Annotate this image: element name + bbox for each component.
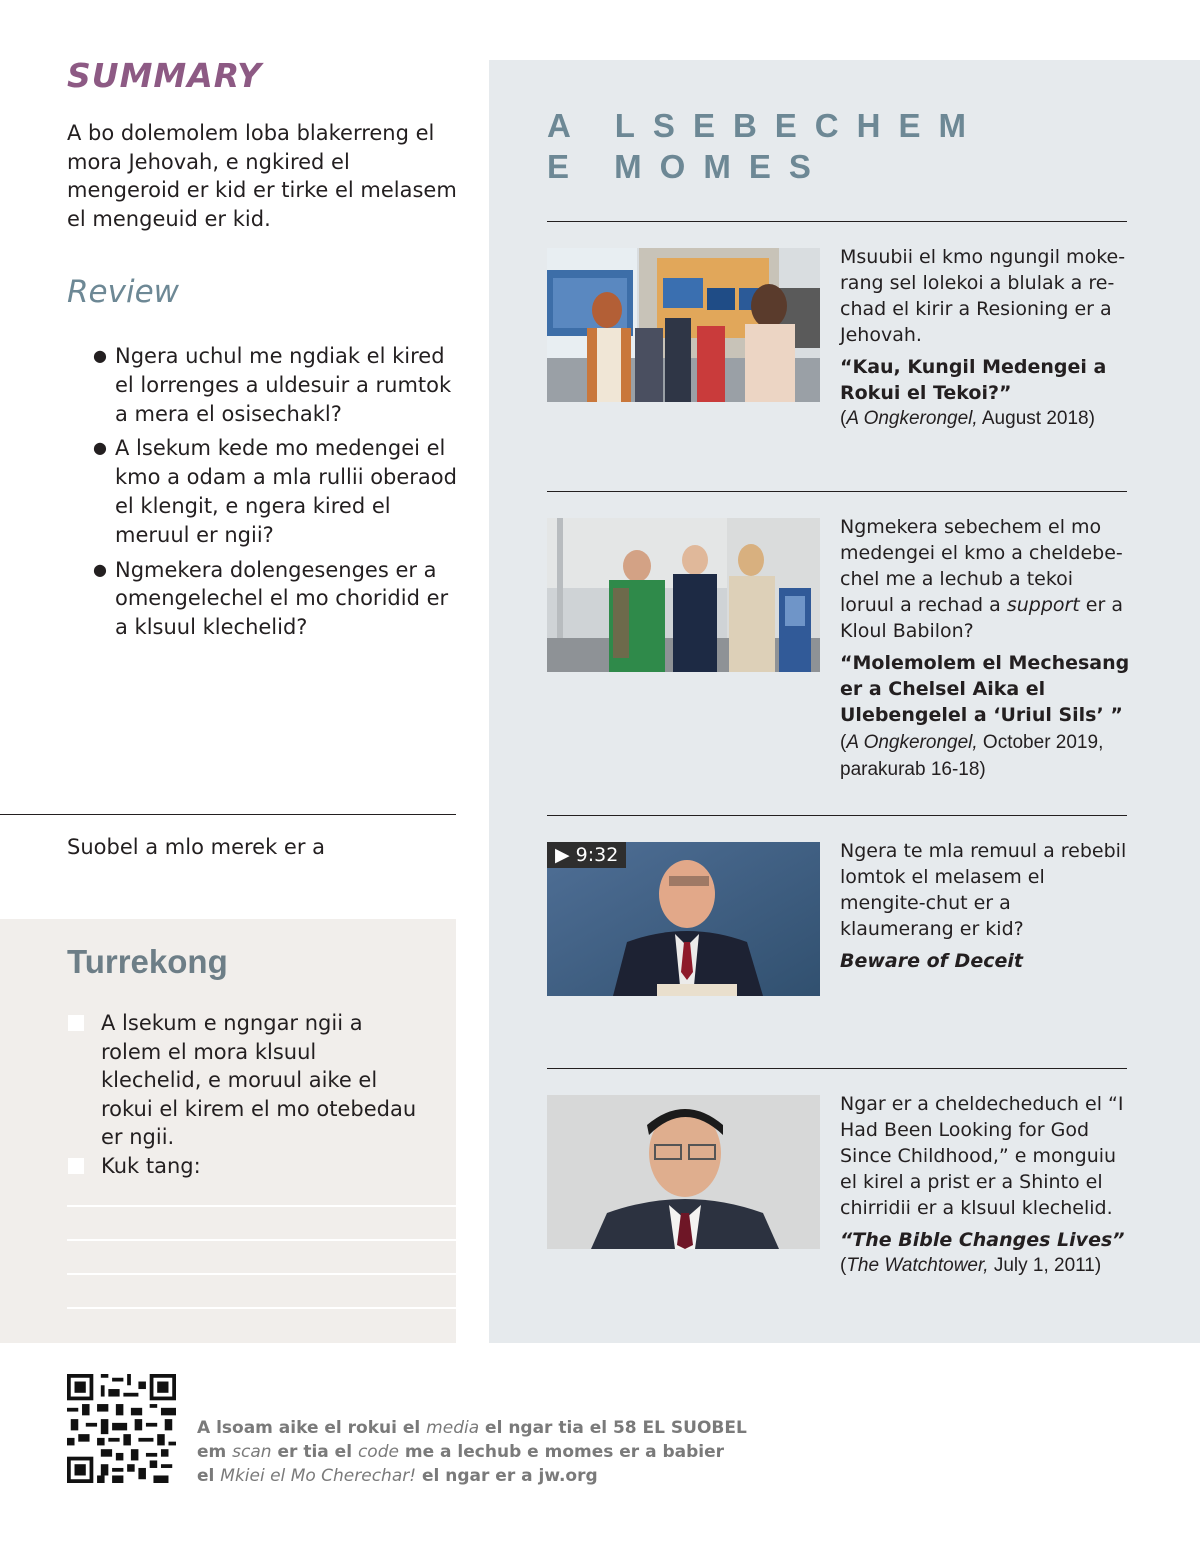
footer-note: A lsoam aike el rokui el media el ngar tia el 58 EL SUOBEL em scan er tia el code me a lechub e momes er a babier el Mkiei el Mo Cherechar! el ngar er a jw.org [197,1418,747,1486]
item-title-block: “Molemolem el Mechesang er a Chelsel Aika el Ulebengelel a ‘Uriul Sils’ ” (A Ongkerongel, October 2019, parakurab 16-18) [840,652,1130,780]
thumbnail-image[interactable] [547,518,820,672]
play-icon: ▶ [555,844,570,866]
qr-code-icon[interactable] [67,1374,176,1483]
item-description: Ngar er a cheldecheduch el “I Had Been Looking for God Since Childhood,” e monguiu el kirel a prist er a Shinto el chirridii er a klsuul klechelid. [840,1093,1124,1219]
bullet-icon: ● [93,559,107,579]
bullet-icon: ● [93,438,107,458]
goal-checkbox-1[interactable] [68,1015,84,1031]
item-source: (The Watchtower, July 1, 2011) [840,1255,1102,1276]
write-line[interactable] [67,1307,456,1309]
portrait-man-image [547,1095,820,1249]
review-list [93,342,463,648]
video-duration-badge[interactable]: ▶ 9:32 [547,842,626,868]
review-item: ● A lsekum kede mo medengei el kmo a odam a mla rullii oberaod el klengit, e ngera kired el meruul er ngii? [93,436,457,547]
goal-checkbox-2[interactable] [68,1158,84,1174]
turrekong-title: Turrekong [67,943,228,980]
street-witnessing-image [547,518,820,672]
item-description: Ngera te mla remuul a rebebil lomtok el melasem el mengite-chut er a klaumerang er kid? [840,840,1127,940]
thumbnail-image[interactable] [547,248,820,402]
explore-divider [547,815,1127,816]
explore-item-3 [840,838,1130,974]
item-title-link[interactable]: Beware of Deceit [840,950,1023,972]
item-description: Msuubii el kmo ngungil moke-rang sel lolekoi a blulak a re-chad el kirir a Resioning er a Jehovah. [840,246,1126,346]
video-thumbnail[interactable] [547,842,820,996]
bullet-icon: ● [93,346,107,365]
explore-item-1 [840,244,1130,432]
explore-divider [547,491,1127,492]
thumbnail-image[interactable] [547,1095,820,1249]
write-line[interactable] [67,1273,456,1275]
item-title-link[interactable]: “Kau, Kungil Medengei a Rokui el Tekoi?” [840,356,1107,404]
explore-title: A LSEBECHEM E MOMES [547,107,984,185]
review-item: ● Ngmekera dolengesenges er a omengelechel el mo choridid er a klsuul klechelid? [93,557,449,640]
explore-divider [547,221,1127,222]
write-line[interactable] [67,1239,456,1241]
goal-text-1: A lsekum e ngngar ngii a rolem el mora klsuul klechelid, e moruul aike el rokui el kirem el mo otebedau er ngii. [101,1011,417,1149]
explore-divider [547,1068,1127,1069]
item-source: (A Ongkerongel, August 2018) [840,408,1095,429]
suobel-note: Suobel a mlo merek er a [67,835,326,859]
left-divider [0,814,456,815]
item-title-link[interactable]: “Molemolem el Mechesang er a Chelsel Aika el Ulebengelel a ‘Uriul Sils’ ” [840,652,1130,726]
explore-item-2 [840,514,1130,783]
summary-text: A bo dolemolem loba blakerreng el mora Jehovah, e ngkired el mengeroid er kid er tirke el melasem el mengeuid er kid. [67,121,457,231]
city-street-phones-image [547,248,820,402]
write-line[interactable] [67,1205,456,1207]
review-title: Review [67,274,179,310]
item-description: Ngmekera sebechem el mo medengei el kmo a cheldebe-chel me a lechub a tekoi loruul a rechad a support er a Kloul Babilon? [840,516,1123,642]
summary-title: SUMMARY [67,56,263,95]
review-item: ● Ngera uchul me ngdiak el kired el lorrenges a uldesuir a rumtok a mera el osisechakl? [93,344,452,426]
item-title-link[interactable]: “The Bible Changes Lives” [840,1229,1125,1251]
goal-text-2: Kuk tang: [101,1154,201,1178]
explore-item-4 [840,1091,1130,1279]
